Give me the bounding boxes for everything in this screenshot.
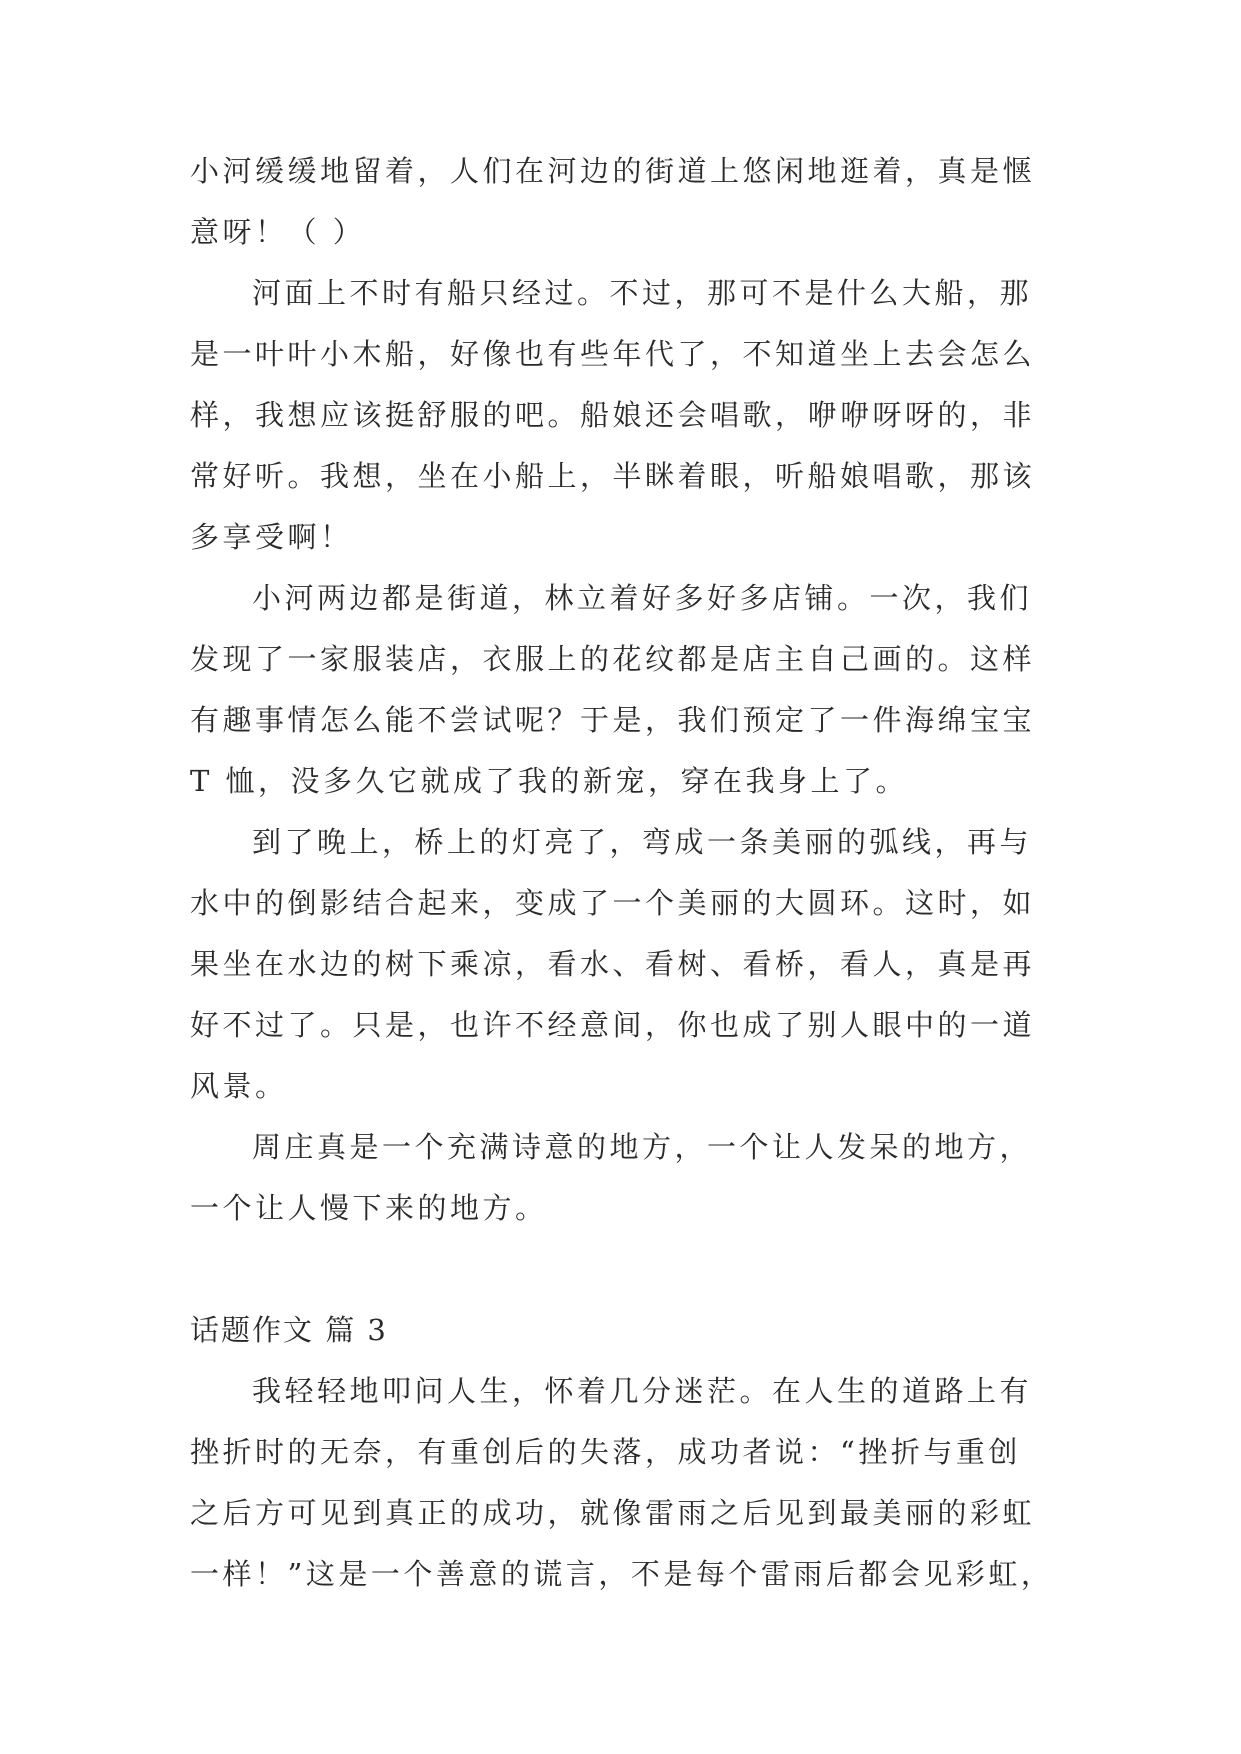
text-line: 小河两边都是街道，林立着好多好多店铺。一次，我们 bbox=[252, 581, 1033, 615]
text-line: 水中的倒影结合起来，变成了一个美丽的大圆环。这时，如 bbox=[190, 886, 1036, 920]
blank-line bbox=[190, 1250, 1070, 1289]
text-line: 我轻轻地叩问人生，怀着几分迷茫。在人生的道路上有 bbox=[252, 1374, 1033, 1408]
text-line: 多享受啊！ bbox=[190, 520, 353, 554]
text-line: 一个让人慢下来的地方。 bbox=[190, 1191, 548, 1225]
text-line: 发现了一家服装店，衣服上的花纹都是店主自己画的。这样 bbox=[190, 642, 1036, 676]
text-line: 果坐在水边的树下乘凉，看水、看树、看桥，看人，真是再 bbox=[190, 947, 1036, 981]
text-line: 常好听。我想，坐在小船上，半眯着眼，听船娘唱歌，那该 bbox=[190, 459, 1036, 493]
text-line: 意呀！（ ） bbox=[190, 215, 366, 249]
text-line: 风景。 bbox=[190, 1069, 288, 1103]
text-line: 好不过了。只是，也许不经意间，你也成了别人眼中的一道 bbox=[190, 1008, 1036, 1042]
text-line: 河面上不时有船只经过。不过，那可不是什么大船，那 bbox=[252, 276, 1033, 310]
text-line: 之后方可见到真正的成功，就像雷雨之后见到最美丽的彩虹 bbox=[190, 1496, 1036, 1530]
text-line: 到了晚上，桥上的灯亮了，弯成一条美丽的弧线，再与 bbox=[252, 825, 1033, 859]
text-line: 样，我想应该挺舒服的吧。船娘还会唱歌，咿咿呀呀的，非 bbox=[190, 398, 1036, 432]
text-line: 是一叶叶小木船，好像也有些年代了，不知道坐上去会怎么 bbox=[190, 337, 1036, 371]
document-body bbox=[190, 152, 1070, 1616]
text-line: 一样！”这是一个善意的谎言，不是每个雷雨后都会见彩虹， bbox=[190, 1557, 1054, 1591]
text-line: 有趣事情怎么能不尝试呢？于是，我们预定了一件海绵宝宝 bbox=[190, 703, 1036, 737]
text-line: 挫折时的无奈，有重创后的失落，成功者说：“挫折与重创 bbox=[190, 1435, 1021, 1469]
text-line: 小河缓缓地留着，人们在河边的街道上悠闲地逛着，真是惬 bbox=[190, 154, 1036, 188]
section-heading: 话题作文 篇 3 bbox=[190, 1313, 388, 1347]
text-line: T 恤，没多久它就成了我的新宠，穿在我身上了。 bbox=[190, 764, 909, 798]
text-line: 周庄真是一个充满诗意的地方，一个让人发呆的地方， bbox=[252, 1130, 1033, 1164]
